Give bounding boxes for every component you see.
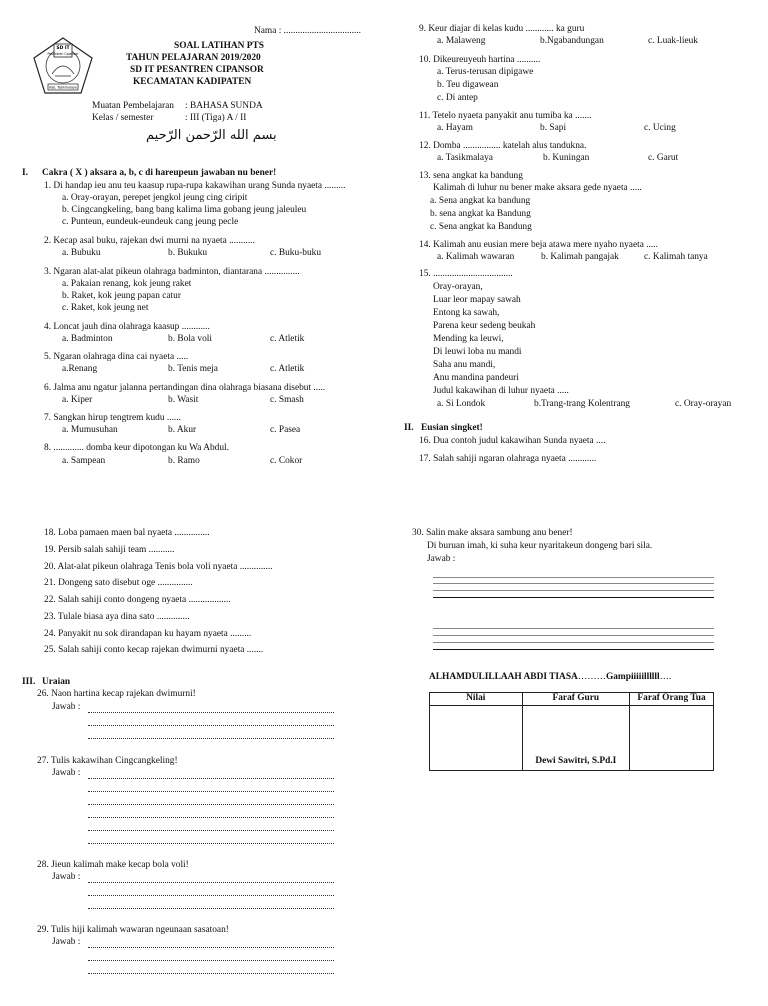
- header-faraf-orang-tua: Faraf Orang Tua: [630, 693, 714, 706]
- title-line-4: KECAMATAN KADIPATEN: [133, 77, 252, 87]
- question-30-sentence: Di buruan imah, ki suha keur nyaritakeun dongeng bari sila.: [427, 541, 653, 551]
- class-value: : III (Tiga) A / II: [185, 113, 247, 123]
- question-22: 22. Salah sahiji conto dongeng nyaeta ..................: [44, 595, 231, 605]
- option-6b[interactable]: b. Wasit: [168, 395, 199, 405]
- option-13a[interactable]: a. Sena angkat ka bandung: [430, 196, 531, 206]
- poem-line: Mending ka leuwi,: [433, 334, 504, 344]
- option-7b[interactable]: b. Akur: [168, 425, 197, 435]
- section-1-title: Cakra ( X ) aksara a, b, c di hareupeun jawaban nu bener!: [42, 168, 277, 178]
- answer-line[interactable]: [88, 947, 334, 948]
- question-28: 28. Jieun kalimah make kecap bola voli!: [37, 860, 189, 870]
- answer-line[interactable]: [88, 791, 334, 792]
- answer-line[interactable]: [88, 712, 334, 713]
- title-line-1: SOAL LATIHAN PTS: [174, 41, 264, 51]
- option-11a[interactable]: a. Hayam: [437, 123, 473, 133]
- option-9a[interactable]: a. Malaweng: [437, 36, 486, 46]
- option-4b[interactable]: b. Bola voli: [168, 334, 213, 344]
- option-4c[interactable]: c. Atletik: [270, 334, 305, 344]
- closing-text: ALHAMDULILLAAH ABDI TIASA………Gampiiiiillllll….: [429, 672, 672, 682]
- answer-label: Jawab :: [52, 872, 81, 882]
- score-cell[interactable]: [430, 706, 523, 771]
- option-3c[interactable]: c. Raket, kok jeung net: [62, 303, 149, 313]
- poem-line: Parena keur sedeng beukah: [433, 321, 536, 331]
- title-line-3: SD IT PESANTREN CIPANSOR: [130, 65, 264, 75]
- option-11b[interactable]: b. Sapi: [540, 123, 567, 133]
- signature-table: [429, 692, 714, 771]
- question-18: 18. Loba pamaen maen bal nyaeta ...............: [44, 528, 210, 538]
- section-2-title: Eusian singket!: [421, 423, 483, 433]
- option-13c[interactable]: c. Sena angkat ka Bandung: [430, 222, 532, 232]
- option-13b[interactable]: b. sena angkat ka Bandung: [430, 209, 531, 219]
- option-2c[interactable]: c. Buku-buku: [270, 248, 322, 258]
- answer-line[interactable]: [88, 830, 334, 831]
- option-9b[interactable]: b.Ngabandungan: [540, 36, 604, 46]
- title-line-2: TAHUN PELAJARAN 2019/2020: [126, 53, 261, 63]
- option-12a[interactable]: a. Tasikmalaya: [437, 153, 493, 163]
- option-12b[interactable]: b. Kuningan: [543, 153, 590, 163]
- answer-label: Jawab :: [52, 768, 81, 778]
- option-3b[interactable]: b. Raket, kok jeung papan catur: [62, 291, 181, 301]
- question-30: 30. Salin make aksara sambung anu bener!: [412, 528, 573, 538]
- question-17: 17. Salah sahiji ngaran olahraga nyaeta ............: [419, 454, 597, 464]
- poem-line: Saha anu mandi,: [433, 360, 496, 370]
- option-15c[interactable]: c. Oray-orayan: [675, 399, 732, 409]
- poem-line: Anu mandina pandeuri: [433, 373, 519, 383]
- parent-signature[interactable]: [630, 706, 714, 771]
- option-10b[interactable]: b. Teu digawean: [437, 80, 499, 90]
- answer-line[interactable]: [88, 778, 334, 779]
- question-26: 26. Naon hartina kecap rajekan dwimurni!: [37, 689, 196, 699]
- subject-label: Muatan Pembelajaran: [92, 101, 174, 111]
- option-14a[interactable]: a. Kalimah wawaran: [437, 252, 515, 262]
- answer-line[interactable]: [88, 804, 334, 805]
- option-8b[interactable]: b. Ramo: [168, 456, 200, 466]
- option-4a[interactable]: a. Badminton: [62, 334, 113, 344]
- svg-text:Pesantren Cipansor: Pesantren Cipansor: [47, 52, 79, 56]
- option-10a[interactable]: a. Terus-terusan dipigawe: [437, 67, 534, 77]
- header-nilai: Nilai: [430, 693, 523, 706]
- option-2b[interactable]: b. Bukuku: [168, 248, 208, 258]
- poem-line: Entong ka sawah,: [433, 308, 500, 318]
- option-7c[interactable]: c. Pasea: [270, 425, 301, 435]
- name-field: Nama : .................................: [254, 26, 362, 36]
- option-8c[interactable]: c. Cokor: [270, 456, 303, 466]
- option-6a[interactable]: a. Kiper: [62, 395, 93, 405]
- poem-line: Luar leor mapay sawah: [433, 295, 521, 305]
- answer-line[interactable]: [88, 738, 334, 739]
- option-7a[interactable]: a. Mumusuhan: [62, 425, 118, 435]
- answer-label: Jawab :: [52, 937, 81, 947]
- subject-value: : BAHASA SUNDA: [185, 101, 263, 111]
- answer-line[interactable]: [88, 843, 334, 844]
- school-logo: [30, 36, 96, 96]
- question-21: 21. Dongeng sato disebut oge ...............: [44, 578, 193, 588]
- question-20: 20. Alat-alat pikeun olahraga Tenis bola voli nyaeta ..............: [44, 562, 273, 572]
- question-19: 19. Persib salah sahiji team ...........: [44, 545, 175, 555]
- answer-line[interactable]: [88, 895, 334, 896]
- answer-line[interactable]: [88, 908, 334, 909]
- poem-line: Di leuwi loba nu mandi: [433, 347, 522, 357]
- section-3-number: III.: [22, 677, 36, 687]
- teacher-signature[interactable]: [522, 706, 630, 771]
- option-8a[interactable]: a. Sampean: [62, 456, 106, 466]
- teacher-name: Dewi Sawitri, S.Pd.I: [535, 756, 617, 767]
- question-23: 23. Tulale biasa aya dina sato ..............: [44, 612, 190, 622]
- section-1-number: I.: [22, 168, 28, 178]
- header-faraf-guru: Faraf Guru: [522, 693, 630, 706]
- option-5a[interactable]: a.Renang: [62, 364, 98, 374]
- answer-label: Jawab :: [52, 702, 81, 712]
- answer-label: Jawab :: [427, 554, 456, 564]
- option-6c[interactable]: c. Smash: [270, 395, 304, 405]
- option-14b[interactable]: b. Kalimah pangajak: [541, 252, 619, 262]
- option-15b[interactable]: b.Trang-trang Kolentrang: [534, 399, 630, 409]
- class-label: Kelas / semester: [92, 113, 154, 123]
- question-16: 16. Dua contoh judul kakawihan Sunda nyaeta ....: [419, 436, 606, 446]
- question-24: 24. Panyakit nu sok dirandapan ku hayam nyaeta .........: [44, 629, 252, 639]
- section-3-title: Uraian: [42, 677, 71, 687]
- option-5b[interactable]: b. Tenis meja: [168, 364, 218, 374]
- option-12c[interactable]: c. Garut: [648, 153, 679, 163]
- option-15a[interactable]: a. Si Londok: [437, 399, 486, 409]
- option-1b[interactable]: b. Cingcangkeling, bang bang kalima lima gobang jeung jaleuleu: [62, 205, 307, 215]
- question-25: 25. Salah sahiji conto kecap rajekan dwimurni nyaeta .......: [44, 645, 264, 655]
- answer-line[interactable]: [88, 725, 334, 726]
- answer-line[interactable]: [88, 882, 334, 883]
- option-3a[interactable]: a. Pakaian renang, kok jeung raket: [62, 279, 192, 289]
- question-29: 29. Tulis hiji kalimah wawaran ngeunaan sasatoan!: [37, 925, 229, 935]
- poem-line: Oray-orayan,: [433, 282, 483, 292]
- answer-line[interactable]: [88, 817, 334, 818]
- answer-line[interactable]: [88, 973, 334, 974]
- answer-line[interactable]: [88, 960, 334, 961]
- option-10c[interactable]: c. Di antep: [437, 93, 478, 103]
- section-2-number: II.: [404, 423, 414, 433]
- basmalah: بسم الله الرّحمن الرّحيم: [146, 128, 277, 143]
- option-11c[interactable]: c. Ucing: [644, 123, 676, 133]
- option-9c[interactable]: c. Luak-lieuk: [648, 36, 698, 46]
- svg-text:SD IT: SD IT: [56, 46, 70, 51]
- option-2a[interactable]: a. Bubuku: [62, 248, 101, 258]
- option-1c[interactable]: c. Punteun, eundeuk-eundeuk cang jeung pecle: [62, 217, 239, 227]
- svg-text:Kab. Tasikmalaya: Kab. Tasikmalaya: [49, 85, 77, 90]
- option-14c[interactable]: c. Kalimah tanya: [644, 252, 708, 262]
- option-1a[interactable]: a. Oray-orayan, perepet jengkol jeung cing ciripit: [62, 193, 248, 203]
- question-27: 27. Tulis kakawihan Cingcangkeling!: [37, 756, 178, 766]
- option-5c[interactable]: c. Atletik: [270, 364, 305, 374]
